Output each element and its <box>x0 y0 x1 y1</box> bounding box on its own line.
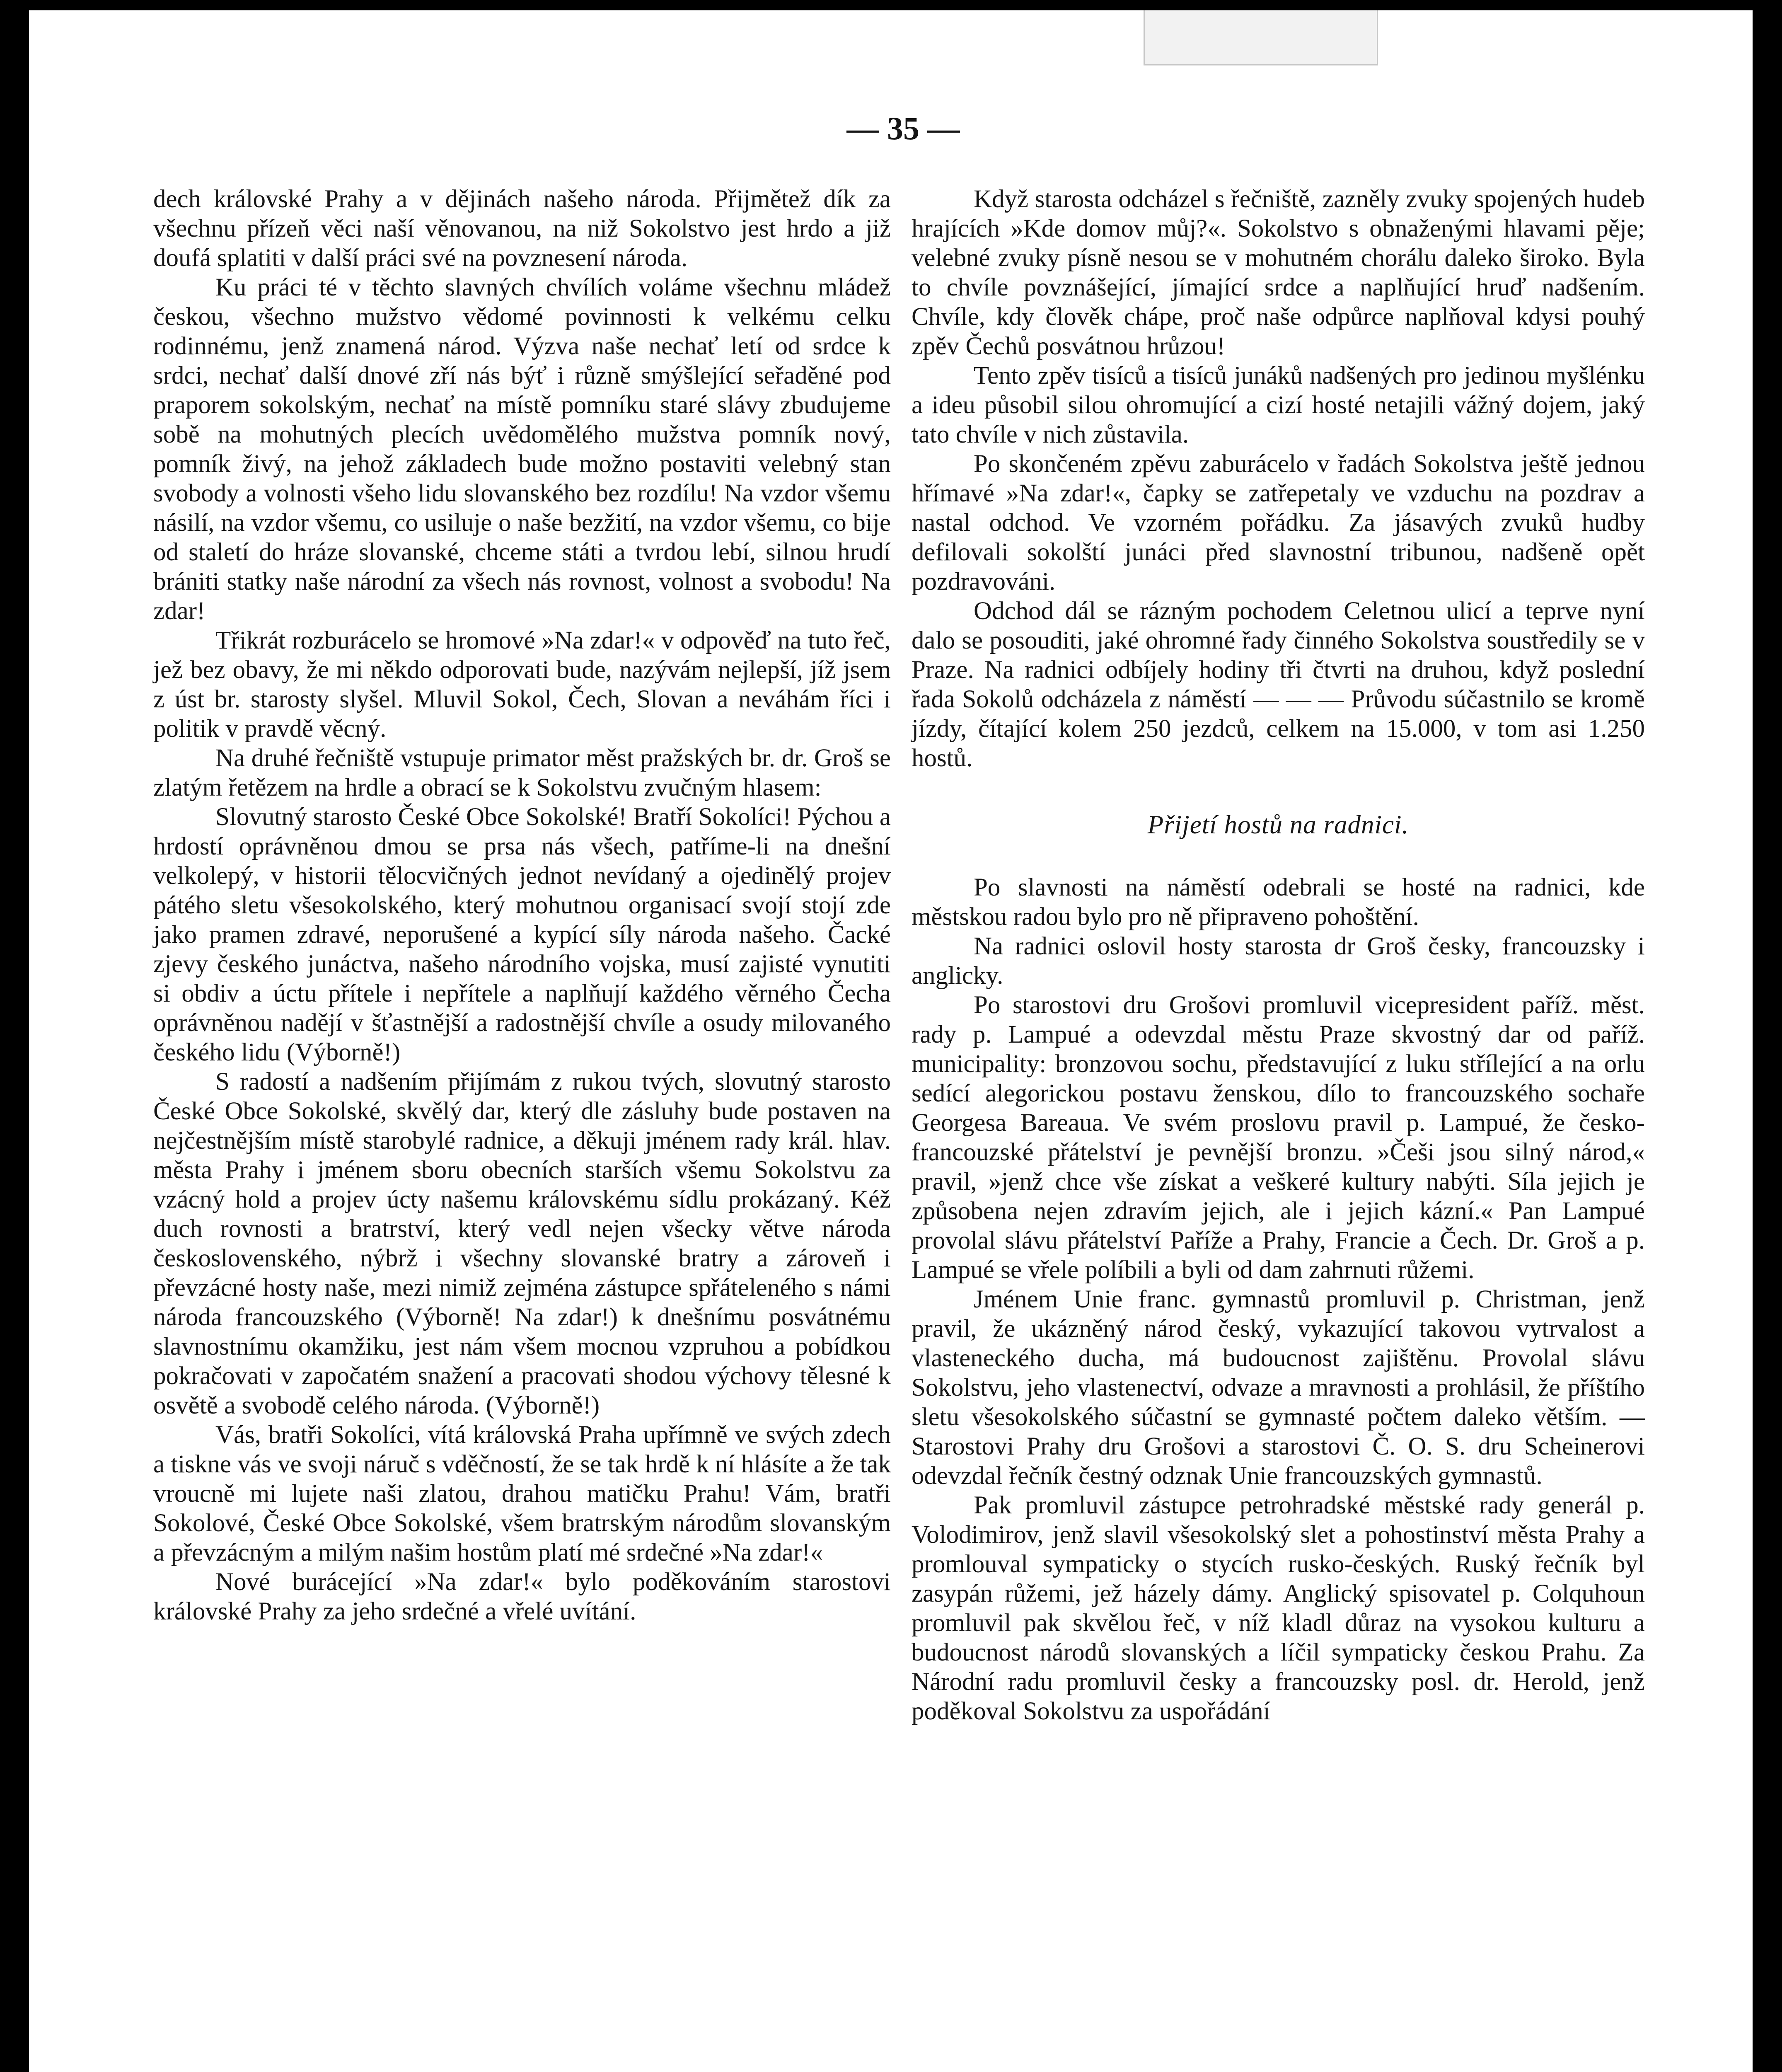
paragraph: Když starosta odcházel s řečniště, zazněly zvuky spojených hudeb hrajících »Kde domov můj?«. Sokolstvo s obnaženými hlavami pěje; velebné zvuky písně nesou se v mohutném chorálu daleko široko. Byla to chvíle povznášející, jímající srdce a naplňující hruď nadšením. Chvíle, kdy člověk chápe, proč naše odpůrce naplňoval kdysi pouhý zpěv Čechů posvátnou hrůzou! <box>912 185 1645 360</box>
paragraph: Po starostovi dru Grošovi promluvil vicepresident paříž. měst. rady p. Lampué a odevzdal městu Praze skvostný dar od paříž. municipality: bronzovou sochu, představující z luku střílející a na orlu sedící alegorickou postavu ženskou, dílo to francouzského sochaře Georgesa Bareaua. Ve svém proslovu pravil p. Lampué, že česko-francouzské přátelství je pevnější bronzu. »Češi jsou silný národ,« pravil, »jenž chce vše získat a veškeré kultury nabýti. Síla jejich je způsobena nejen zdravím jejich, ale i jejich kázní.« Pan Lampué provolal slávu přátelství Paříže a Prahy, Francie a Čech. Dr. Groš a p. Lampué se vřele políbili a byli od dam zahrnuti růžemi. <box>912 991 1645 1284</box>
paragraph: Na druhé řečniště vstupuje primator měst pražských br. dr. Groš se zlatým řetězem na hrdle a obrací se k Sokolstvu zvučným hlasem: <box>153 744 891 801</box>
paragraph: Pak promluvil zástupce petrohradské městské rady generál p. Volodimirov, jenž slavil všesokolský slet a pohostinství města Prahy a promlouval sympaticky o stycích rusko-českých. Ruský řečník byl zasypán růžemi, jež házely dámy. Anglický spisovatel p. Colquhoun promluvil pak skvělou řeč, v níž kladl důraz na vysokou kulturu a budoucnost národů slovanských a líčil sympaticky českou Prahu. Za Národní radu promluvil česky a francouzsky posl. dr. Herold, jenž poděkoval Sokolstvu za uspořádání <box>912 1491 1645 1725</box>
paragraph: Po slavnosti na náměstí odebrali se hosté na radnici, kde městskou radou bylo pro ně připraveno pohoštění. <box>912 874 1645 931</box>
paragraph: Na radnici oslovil hosty starosta dr Groš česky, francouzsky i anglicky. <box>912 932 1645 990</box>
scan-tab <box>1144 10 1378 65</box>
paragraph: Vás, bratři Sokolíci, vítá královská Praha upřímně ve svých zdech a tiskne vás ve svoji náruč s vděčností, že se tak hrdě k ní hlásíte a že tak vroucně mi lujete naši zlatou, drahou matičku Prahu! Vám, bratři Sokolové, České Obce Sokolské, všem bratrským národům slovanským a převzácným a milým našim hostům platí mé srdečné »Na zdar!« <box>153 1421 891 1566</box>
paragraph: Tento zpěv tisíců a tisíců junáků nadšených pro jedinou myšlénku a ideu působil silou ohromující a cizí hosté netajili vážný dojem, jaký tato chvíle v nich zůstavila. <box>912 362 1645 448</box>
paragraph: Jménem Unie franc. gymnastů promluvil p. Christman, jenž pravil, že ukázněný národ český, vykazující takovou vytrvalost a vlasteneckého ducha, má budoucnost zajištěnu. Provolal slávu Sokolstvu, jeho vlastenectví, odvaze a mravnosti a prohlásil, že příštího sletu všesokolského súčastní se gymnasté počtem daleko větším. — Starostovi Prahy dru Grošovi a starostovi Č. O. S. dru Scheinerovi odevzdal řečník čestný odznak Unie francouzských gymnastů. <box>912 1285 1645 1490</box>
document-page <box>29 10 1753 2072</box>
paragraph: Po skončeném zpěvu zaburácelo v řadách Sokolstva ještě jednou hřímavé »Na zdar!«, čapky se zatřepetaly ve vzduchu na pozdrav a nastal odchod. Ve vzorném pořádku. Za jásavých zvuků hudby defilovali sokolští junáci před slavnostní tribunou, nadšeně opět pozdravováni. <box>912 450 1645 595</box>
paragraph: dech královské Prahy a v dějinách našeho národa. Přijmětež dík za všechnu přízeň věci naší věnovanou, na niž Sokolstvo jest hrdo a již doufá splatiti v další práci své na povznesení národa. <box>153 185 891 272</box>
left-column <box>153 184 891 1626</box>
paragraph-speech: Ku práci té v těchto slavných chvílích voláme všechnu mládež českou, všechno mužstvo vědomé povinnosti k velkému celku rodinnému, jenž znamená národ. Výzva naše nechať letí od srdce k srdci, nechať další dnové zří nás býť i různě smýšlející seřaděné pod praporem sokolským, nechať na místě pomníku staré slávy zbudujeme sobě na mohutných plecích uvědomělého mužstva pomník nový, pomník živý, na jehož základech bude možno postaviti velebný stan svobody a volnosti všeho lidu slovanského bez rozdílu! Na vzdor všemu násilí, na vzdor všemu, co usiluje o naše bezžití, na vzdor všemu, co bije od staletí do hráze slovanské, chceme státi a tvrdou lebí, silnou hrudí brániti statky naše národní za všech nás rovnost, volnost a svobodu! Na zdar! <box>153 274 891 625</box>
paragraph: S radostí a nadšením přijímám z rukou tvých, slovutný starosto České Obce Sokolské, skvělý dar, který dle zásluhy bude postaven na nejčestnějším místě starobylé radnice, a děkuji jménem rady král. hlav. města Prahy i jménem sboru obecních starších všemu Sokolstvu za vzácný hold a projev úcty našemu královskému sídlu prokázaný. Kéž duch rovnosti a bratrství, který vedl nejen všecky větve národa československého, nýbrž i všechny slovanské bratry a zároveň i převzácné hosty naše, mezi nimiž zejména zástupce spřáteleného s námi národa francouzského (Výborně! Na zdar!) k dnešnímu posvátnému slavnostnímu okamžiku, jest nám všem mocnou vzpruhou a pobídkou pokračovati v započatém snažení a pracovati shodou výchovy tělesné k osvětě a svobodě celého národa. (Výborně!) <box>153 1068 891 1419</box>
page-number: — 35 — <box>846 110 960 146</box>
section-heading: Přijetí hostů na radnici. <box>1147 810 1409 839</box>
paragraph: Slovutný starosto České Obce Sokolské! Bratří Sokolíci! Pýchou a hrdostí oprávněnou dmou se prsa nás všech, patříme-li na dnešní velkolepý, v historii tělocvičných jednot nevídaný a ojedinělý projev pátého sletu všesokolského, který mohutnou organisací svojí stojí zde jako pramen zdravé, neporušené a kypící síly národa našeho. Čacké zjevy českého junáctva, našeho národního vojska, musí zajisté vynutiti si obdiv a úctu přítele i nepřítele a naplňují každého věrného Čecha oprávněnou nadějí v šťastnější a radostnější chvíle a osudy milovaného českého lidu (Výborně!) <box>153 803 891 1066</box>
paragraph: Odchod dál se rázným pochodem Celetnou ulicí a teprve nyní dalo se posouditi, jaké ohromné řady činného Sokolstva soustředily se v Praze. Na radnici odbíjely hodiny tři čtvrti na druhou, když poslední řada Sokolů odcházela z náměstí — — — Průvodu súčastnilo se kromě jízdy, čítající kolem 250 jezdců, celkem na 15.000, v tom asi 1.250 hostů. <box>912 597 1645 772</box>
right-column <box>912 184 1645 1726</box>
paragraph: Nové burácející »Na zdar!« bylo poděkováním starostovi královské Prahy za jeho srdečné a vřelé uvítání. <box>153 1568 891 1625</box>
paragraph: Třikrát rozburácelo se hromové »Na zdar!« v odpověď na tuto řeč, jež bez obavy, že mi někdo odporovati bude, nazývám nejlepší, jíž jsem z úst br. starosty slyšel. Mluvil Sokol, Čech, Slovan a neváhám říci i politik v pravdě věcný. <box>153 627 891 743</box>
